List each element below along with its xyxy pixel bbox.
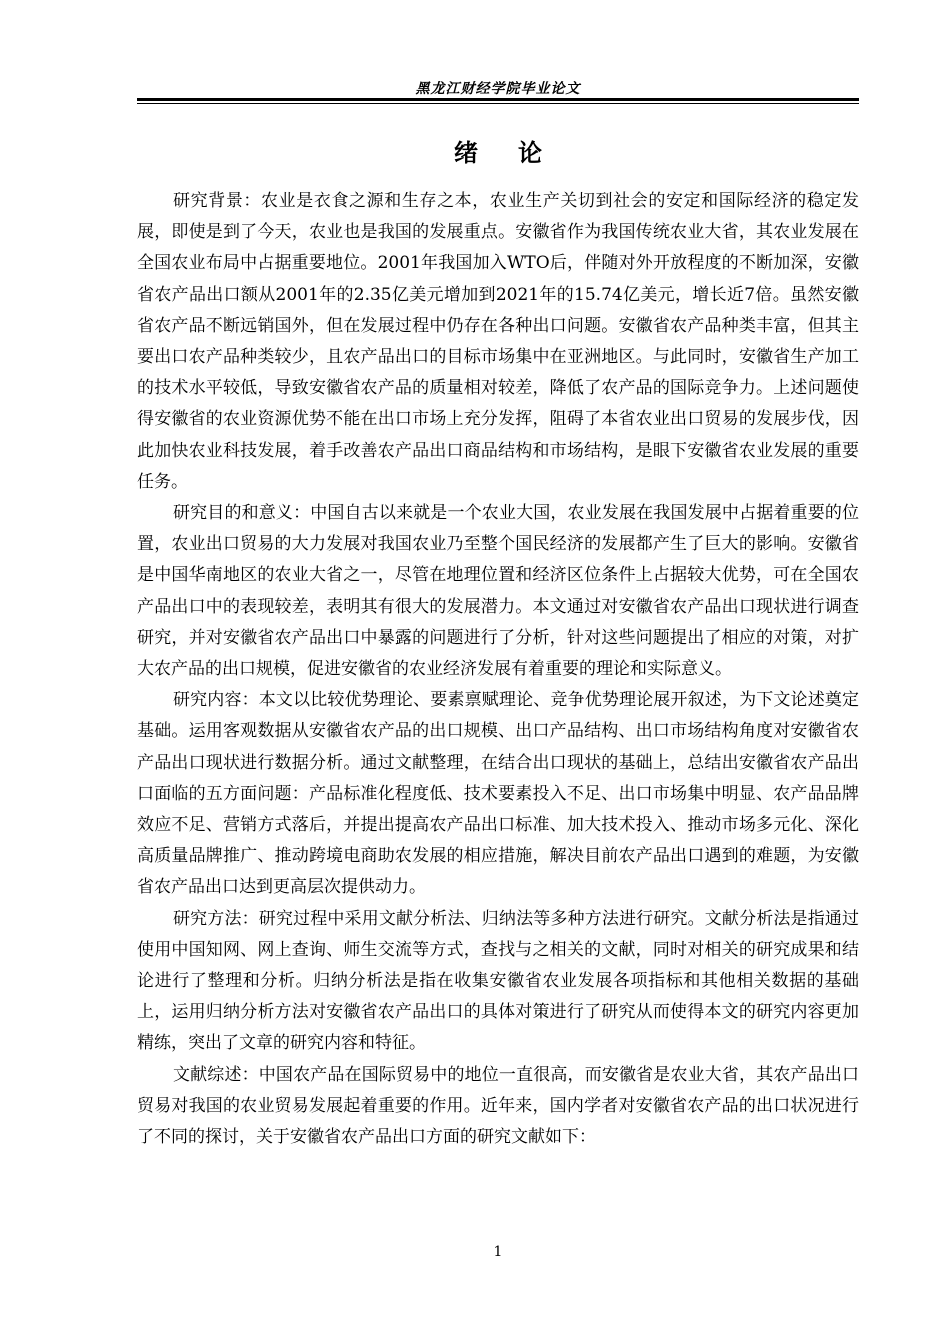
header-rule — [137, 98, 859, 101]
paragraph-background: 研究背景：农业是衣食之源和生存之本，农业生产关切到社会的安定和国际经济的稳定发展，即使是到了今天，农业也是我国的发展重点。安徽省作为我国传统农业大省，其农业发展在全国农业布局中占据重要地位。2001年我国加入WTO后，伴随对外开放程度的不断加深，安徽省农产品出口额从2001年的2.35亿美元增加到2021年的15.74亿美元，增长近7倍。虽然安徽省农产品不断远销国外，但在发展过程中仍存在各种出口问题。安徽省农产品种类丰富，但其主要出口农产品种类较少，且农产品出口的目标市场集中在亚洲地区。与此同时，安徽省生产加工的技术水平较低，导致安徽省农产品的质量相对较差，降低了农产品的国际竞争力。上述问题使得安徽省的农业资源优势不能在出口市场上充分发挥，阻碍了本省农业出口贸易的发展步伐，因此加快农业科技发展，着手改善农产品出口商品结构和市场结构，是眼下安徽省农业发展的重要任务。 — [137, 191, 859, 492]
paragraph-method: 研究方法：研究过程中采用文献分析法、归纳法等多种方法进行研究。文献分析法是指通过使用中国知网、网上查询、师生交流等方式，查找与之相关的文献，同时对相关的研究成果和结论进行了整理和分析。归纳分析法是指在收集安徽省农业发展各项指标和其他相关数据的基础上，运用归纳分析方法对安徽省农产品出口的具体对策进行了研究从而使得本文的研究内容更加精练，突出了文章的研究内容和特征。 — [137, 908, 859, 1054]
paragraph-literature: 文献综述：中国农产品在国际贸易中的地位一直很高，而安徽省是农业大省，其农产品出口贸易对我国的农业贸易发展起着重要的作用。近年来，国内学者对安徽省农产品的出口状况进行了不同的探讨，关于安徽省农产品出口方面的研究文献如下： — [137, 1064, 859, 1148]
chapter-title: 绪论 — [454, 138, 582, 167]
header-rule-thin — [137, 103, 859, 104]
paragraph-content: 研究内容：本文以比较优势理论、要素禀赋理论、竞争优势理论展开叙述，为下文论述奠定基础。运用客观数据从安徽省农产品的出口规模、出口产品结构、出口市场结构角度对安徽省农产品出口现状进行数据分析。通过文献整理，在结合出口现状的基础上，总结出安徽省农产品出口面临的五方面问题：产品标准化程度低、技术要素投入不足、出口市场集中明显、农产品品牌效应不足、营销方式落后，并提出提高农产品出口标准、加大技术投入、推动市场多元化、深化高质量品牌推广、推动跨境电商助农发展的相应措施，解决目前农产品出口遇到的难题，为安徽省农产品出口达到更高层次提供动力。 — [137, 690, 859, 898]
body-text — [137, 186, 859, 1153]
paragraph-purpose: 研究目的和意义：中国自古以来就是一个农业大国，农业发展在我国发展中占据着重要的位置，农业出口贸易的大力发展对我国农业乃至整个国民经济的发展都产生了巨大的影响。安徽省是中国华南地区的农业大省之一，尽管在地理位置和经济区位条件上占据较大优势，可在全国农产品出口中的表现较差，表明其有很大的发展潜力。本文通过对安徽省农产品出口现状进行调查研究，并对安徽省农产品出口中暴露的问题进行了分析，针对这些问题提出了相应的对策，对扩大农产品的出口规模，促进安徽省的农业经济发展有着重要的理论和实际意义。 — [137, 503, 859, 680]
running-header: 黑龙江财经学院毕业论文 — [415, 81, 581, 97]
page-number: 1 — [493, 1244, 503, 1260]
